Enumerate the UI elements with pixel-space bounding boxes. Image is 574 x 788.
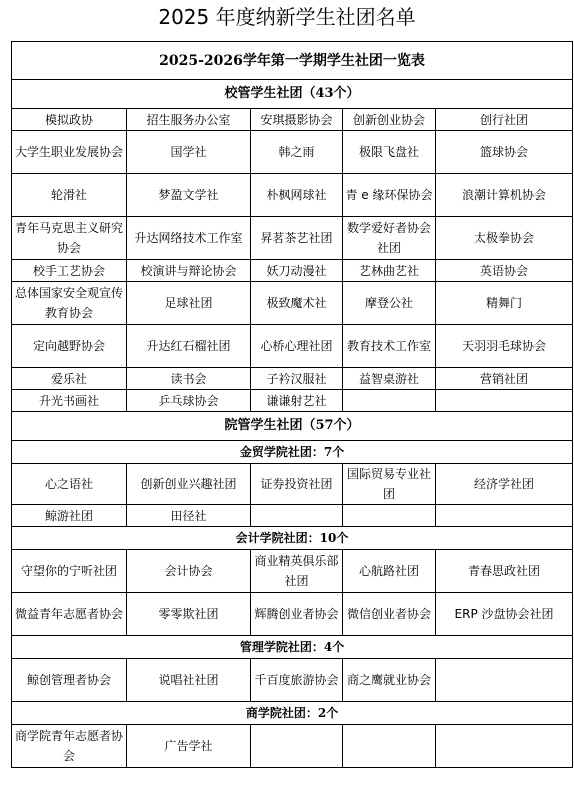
club-name-cell: 微益青年志愿者协会: [12, 593, 127, 636]
club-name-cell: 梦盈文学社: [127, 174, 251, 217]
club-name-cell: 青年马克思主义研究协会: [12, 217, 127, 260]
club-name-cell: 校演讲与辩论协会: [127, 260, 251, 282]
club-name-cell: 千百度旅游协会: [251, 659, 343, 702]
club-name-cell: 国学社: [127, 131, 251, 174]
empty-cell: [343, 725, 436, 768]
empty-cell: [436, 505, 573, 527]
club-name-cell: 定向越野协会: [12, 325, 127, 368]
club-name-cell: 升达网络技术工作室: [127, 217, 251, 260]
college-title: 商学院社团：2个: [12, 702, 573, 725]
empty-cell: [343, 505, 436, 527]
table-row: [12, 131, 573, 174]
club-name-cell: 商业精英俱乐部社团: [251, 550, 343, 593]
club-name-cell: 数学爱好者协会社团: [343, 217, 436, 260]
club-name-cell: 子衿汉服社: [251, 368, 343, 390]
table-row: [12, 174, 573, 217]
club-name-cell: 总体国家安全观宣传教育协会: [12, 282, 127, 325]
club-name-cell: 大学生职业发展协会: [12, 131, 127, 174]
college-header-row: [12, 441, 573, 464]
section-header-row: [12, 412, 573, 441]
club-name-cell: 朴枫网球社: [251, 174, 343, 217]
club-name-cell: 读书会: [127, 368, 251, 390]
club-name-cell: 天羽羽毛球协会: [436, 325, 573, 368]
club-name-cell: 爱乐社: [12, 368, 127, 390]
table-row: [12, 109, 573, 131]
college-header-row: [12, 636, 573, 659]
section-header-row: [12, 80, 573, 109]
table-row: [12, 368, 573, 390]
college-header-row: [12, 527, 573, 550]
club-name-cell: 摩登公社: [343, 282, 436, 325]
table-row: [12, 464, 573, 505]
club-name-cell: 精舞门: [436, 282, 573, 325]
empty-cell: [436, 725, 573, 768]
club-name-cell: 会计协会: [127, 550, 251, 593]
club-name-cell: 心之语社: [12, 464, 127, 505]
club-roster-body: [12, 42, 573, 768]
club-name-cell: 谦谦射艺社: [251, 390, 343, 412]
section-title: 院管学生社团（57个）: [12, 412, 573, 441]
club-roster-table: [11, 41, 573, 768]
club-name-cell: 心桥心理社团: [251, 325, 343, 368]
club-name-cell: 篮球协会: [436, 131, 573, 174]
club-name-cell: 模拟政协: [12, 109, 127, 131]
college-title: 金贸学院社团：7个: [12, 441, 573, 464]
club-name-cell: 招生服务办公室: [127, 109, 251, 131]
club-name-cell: 创新创业兴趣社团: [127, 464, 251, 505]
empty-cell: [251, 505, 343, 527]
club-name-cell: 鲸游社团: [12, 505, 127, 527]
club-name-cell: 乒乓球协会: [127, 390, 251, 412]
college-title: 管理学院社团：4个: [12, 636, 573, 659]
empty-cell: [251, 725, 343, 768]
club-name-cell: 妖刀动漫社: [251, 260, 343, 282]
table-row: [12, 593, 573, 636]
college-title: 会计学院社团：10个: [12, 527, 573, 550]
club-name-cell: 浪潮计算机协会: [436, 174, 573, 217]
club-name-cell: 商学院青年志愿者协会: [12, 725, 127, 768]
club-name-cell: 太极拳协会: [436, 217, 573, 260]
section-title: 校管学生社团（43个）: [12, 80, 573, 109]
club-name-cell: 营销社团: [436, 368, 573, 390]
club-name-cell: 守望你的宁听社团: [12, 550, 127, 593]
club-name-cell: 艺林曲艺社: [343, 260, 436, 282]
club-name-cell: 升光书画社: [12, 390, 127, 412]
table-row: [12, 325, 573, 368]
club-name-cell: 教育技术工作室: [343, 325, 436, 368]
table-row: [12, 505, 573, 527]
club-name-cell: 校手工艺协会: [12, 260, 127, 282]
club-name-cell: 国际贸易专业社团: [343, 464, 436, 505]
club-name-cell: 韩之雨: [251, 131, 343, 174]
club-name-cell: 极限飞盘社: [343, 131, 436, 174]
club-name-cell: 证券投资社团: [251, 464, 343, 505]
table-row: [12, 390, 573, 412]
club-name-cell: 青春思政社团: [436, 550, 573, 593]
club-name-cell: 心航路社团: [343, 550, 436, 593]
club-name-cell: 商之鹰就业协会: [343, 659, 436, 702]
club-name-cell: 创新创业协会: [343, 109, 436, 131]
club-name-cell: 鲸创管理者协会: [12, 659, 127, 702]
club-name-cell: 广告学社: [127, 725, 251, 768]
table-row: [12, 217, 573, 260]
club-name-cell: 经济学社团: [436, 464, 573, 505]
table-row: [12, 659, 573, 702]
club-name-cell: 微信创业者协会: [343, 593, 436, 636]
club-name-cell: 创行社团: [436, 109, 573, 131]
table-row: [12, 260, 573, 282]
page-title: 2025 年度纳新学生社团名单: [158, 5, 416, 29]
empty-cell: [343, 390, 436, 412]
table-row: [12, 282, 573, 325]
table-title: 2025-2026学年第一学期学生社团一览表: [12, 42, 573, 80]
empty-cell: [436, 659, 573, 702]
club-name-cell: 辉腾创业者协会: [251, 593, 343, 636]
club-name-cell: 轮滑社: [12, 174, 127, 217]
table-row: [12, 725, 573, 768]
empty-cell: [436, 390, 573, 412]
club-name-cell: 安琪摄影协会: [251, 109, 343, 131]
club-name-cell: 昇茗茶艺社团: [251, 217, 343, 260]
table-row: [12, 550, 573, 593]
club-name-cell: 英语协会: [436, 260, 573, 282]
club-name-cell: 零零欺社团: [127, 593, 251, 636]
club-name-cell: 升达红石榴社团: [127, 325, 251, 368]
club-name-cell: 青 e 缘环保协会: [343, 174, 436, 217]
college-header-row: [12, 702, 573, 725]
club-name-cell: 益智桌游社: [343, 368, 436, 390]
club-name-cell: 田径社: [127, 505, 251, 527]
table-title-row: [12, 42, 573, 80]
club-name-cell: ERP 沙盘协会社团: [436, 593, 573, 636]
club-name-cell: 极致魔术社: [251, 282, 343, 325]
club-name-cell: 足球社团: [127, 282, 251, 325]
club-name-cell: 说唱社社团: [127, 659, 251, 702]
